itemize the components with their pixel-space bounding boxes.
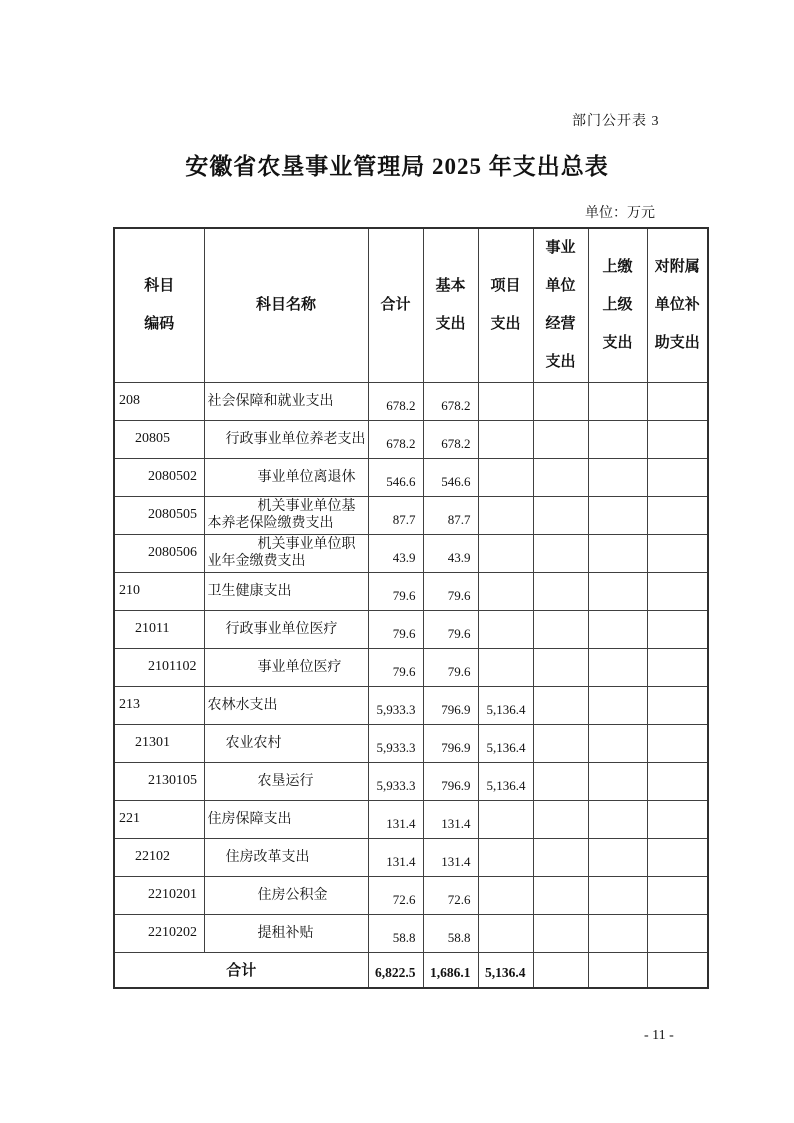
basic-cell: 58.8 [423, 914, 478, 952]
code-cell: 20805 [114, 420, 204, 458]
project-cell [478, 420, 533, 458]
table-row [114, 800, 708, 838]
name-cell: 事业单位离退休 [204, 458, 368, 496]
project-cell: 5,136.4 [478, 686, 533, 724]
header-subsidy: 对附属 单位补 助支出 [647, 228, 708, 382]
basic-cell: 79.6 [423, 610, 478, 648]
operating-cell [533, 800, 588, 838]
table-body [114, 382, 708, 952]
operating-cell [533, 458, 588, 496]
table-row [114, 572, 708, 610]
total-operating-cell [533, 952, 588, 988]
upper-cell [588, 458, 647, 496]
total-cell: 5,933.3 [368, 724, 423, 762]
code-cell: 213 [114, 686, 204, 724]
subsidy-cell [647, 914, 708, 952]
operating-cell [533, 534, 588, 572]
basic-cell: 43.9 [423, 534, 478, 572]
upper-cell [588, 382, 647, 420]
basic-cell: 131.4 [423, 800, 478, 838]
unit-note: 单位：万元 [585, 206, 655, 221]
subsidy-cell [647, 724, 708, 762]
operating-cell [533, 572, 588, 610]
operating-cell [533, 762, 588, 800]
total-cell: 678.2 [368, 420, 423, 458]
name-cell: 农林水支出 [204, 686, 368, 724]
header-code: 科目 编码 [114, 228, 204, 382]
project-cell [478, 496, 533, 534]
project-cell: 5,136.4 [478, 762, 533, 800]
upper-cell [588, 420, 647, 458]
name-cell: 机关事业单位基本养老保险缴费支出 [204, 496, 368, 534]
operating-cell [533, 382, 588, 420]
upper-cell [588, 762, 647, 800]
basic-cell: 72.6 [423, 876, 478, 914]
basic-cell: 796.9 [423, 724, 478, 762]
subsidy-cell [647, 382, 708, 420]
doc-label: 部门公开表 3 [572, 114, 660, 129]
name-cell: 住房改革支出 [204, 838, 368, 876]
subsidy-cell [647, 648, 708, 686]
operating-cell [533, 838, 588, 876]
table-row [114, 496, 708, 534]
subsidy-cell [647, 496, 708, 534]
total-subsidy-cell [647, 952, 708, 988]
subsidy-cell [647, 762, 708, 800]
total-cell: 131.4 [368, 800, 423, 838]
total-cell: 79.6 [368, 648, 423, 686]
total-cell: 79.6 [368, 610, 423, 648]
header-operating: 事业 单位 经营 支出 [533, 228, 588, 382]
code-cell: 2210201 [114, 876, 204, 914]
code-cell: 2101102 [114, 648, 204, 686]
total-row [114, 952, 708, 988]
operating-cell [533, 876, 588, 914]
header-project: 项目 支出 [478, 228, 533, 382]
code-cell: 2210202 [114, 914, 204, 952]
upper-cell [588, 496, 647, 534]
table-row [114, 648, 708, 686]
project-cell [478, 534, 533, 572]
table-header [114, 228, 708, 382]
table-row [114, 382, 708, 420]
total-cell: 678.2 [368, 382, 423, 420]
total-label-cell: 合计 [114, 952, 368, 988]
header-upper: 上缴 上级 支出 [588, 228, 647, 382]
basic-cell: 678.2 [423, 382, 478, 420]
table-row [114, 724, 708, 762]
total-cell: 58.8 [368, 914, 423, 952]
code-cell: 22102 [114, 838, 204, 876]
name-cell: 事业单位医疗 [204, 648, 368, 686]
table-row [114, 610, 708, 648]
upper-cell [588, 914, 647, 952]
code-cell: 2080502 [114, 458, 204, 496]
code-cell: 208 [114, 382, 204, 420]
name-cell: 农业农村 [204, 724, 368, 762]
table-row [114, 686, 708, 724]
operating-cell [533, 420, 588, 458]
upper-cell [588, 838, 647, 876]
name-cell: 行政事业单位医疗 [204, 610, 368, 648]
basic-cell: 131.4 [423, 838, 478, 876]
operating-cell [533, 914, 588, 952]
code-cell: 21301 [114, 724, 204, 762]
upper-cell [588, 686, 647, 724]
project-cell [478, 876, 533, 914]
upper-cell [588, 534, 647, 572]
header-total: 合计 [368, 228, 423, 382]
total-cell: 79.6 [368, 572, 423, 610]
project-cell: 5,136.4 [478, 724, 533, 762]
operating-cell [533, 724, 588, 762]
total-upper-cell [588, 952, 647, 988]
operating-cell [533, 648, 588, 686]
project-cell [478, 914, 533, 952]
total-basic-cell: 1,686.1 [423, 952, 478, 988]
code-cell: 2130105 [114, 762, 204, 800]
code-cell: 21011 [114, 610, 204, 648]
project-cell [478, 572, 533, 610]
basic-cell: 796.9 [423, 762, 478, 800]
name-cell: 提租补贴 [204, 914, 368, 952]
total-cell: 5,933.3 [368, 762, 423, 800]
code-cell: 2080506 [114, 534, 204, 572]
operating-cell [533, 610, 588, 648]
name-cell: 行政事业单位养老支出 [204, 420, 368, 458]
code-cell: 2080505 [114, 496, 204, 534]
basic-cell: 87.7 [423, 496, 478, 534]
basic-cell: 796.9 [423, 686, 478, 724]
total-cell: 87.7 [368, 496, 423, 534]
project-cell [478, 838, 533, 876]
basic-cell: 678.2 [423, 420, 478, 458]
total-cell: 43.9 [368, 534, 423, 572]
upper-cell [588, 876, 647, 914]
page-title: 安徽省农垦事业管理局 2025 年支出总表 [185, 154, 609, 179]
basic-cell: 79.6 [423, 572, 478, 610]
code-cell: 210 [114, 572, 204, 610]
subsidy-cell [647, 686, 708, 724]
total-cell: 72.6 [368, 876, 423, 914]
header-name: 科目名称 [204, 228, 368, 382]
subsidy-cell [647, 838, 708, 876]
table-footer [114, 952, 708, 988]
subsidy-cell [647, 800, 708, 838]
subsidy-cell [647, 610, 708, 648]
total-cell: 5,933.3 [368, 686, 423, 724]
subsidy-cell [647, 876, 708, 914]
code-cell: 221 [114, 800, 204, 838]
table-row [114, 534, 708, 572]
operating-cell [533, 496, 588, 534]
total-sum-cell: 6,822.5 [368, 952, 423, 988]
total-cell: 131.4 [368, 838, 423, 876]
subsidy-cell [647, 572, 708, 610]
subsidy-cell [647, 458, 708, 496]
subsidy-cell [647, 420, 708, 458]
name-cell: 机关事业单位职业年金缴费支出 [204, 534, 368, 572]
upper-cell [588, 724, 647, 762]
upper-cell [588, 610, 647, 648]
name-cell: 住房保障支出 [204, 800, 368, 838]
table-row [114, 876, 708, 914]
project-cell [478, 382, 533, 420]
project-cell [478, 610, 533, 648]
project-cell [478, 458, 533, 496]
basic-cell: 546.6 [423, 458, 478, 496]
upper-cell [588, 800, 647, 838]
project-cell [478, 648, 533, 686]
header-basic: 基本 支出 [423, 228, 478, 382]
name-cell: 农垦运行 [204, 762, 368, 800]
name-cell: 社会保障和就业支出 [204, 382, 368, 420]
name-cell: 住房公积金 [204, 876, 368, 914]
table-row [114, 458, 708, 496]
page-number: - 11 - [644, 1028, 674, 1043]
subsidy-cell [647, 534, 708, 572]
upper-cell [588, 572, 647, 610]
table-row [114, 914, 708, 952]
total-project-cell: 5,136.4 [478, 952, 533, 988]
operating-cell [533, 686, 588, 724]
total-cell: 546.6 [368, 458, 423, 496]
table-header-row [114, 228, 708, 382]
project-cell [478, 800, 533, 838]
upper-cell [588, 648, 647, 686]
name-cell: 卫生健康支出 [204, 572, 368, 610]
table-row [114, 420, 708, 458]
table-row [114, 838, 708, 876]
table-row [114, 762, 708, 800]
expenditure-table [113, 227, 709, 989]
basic-cell: 79.6 [423, 648, 478, 686]
